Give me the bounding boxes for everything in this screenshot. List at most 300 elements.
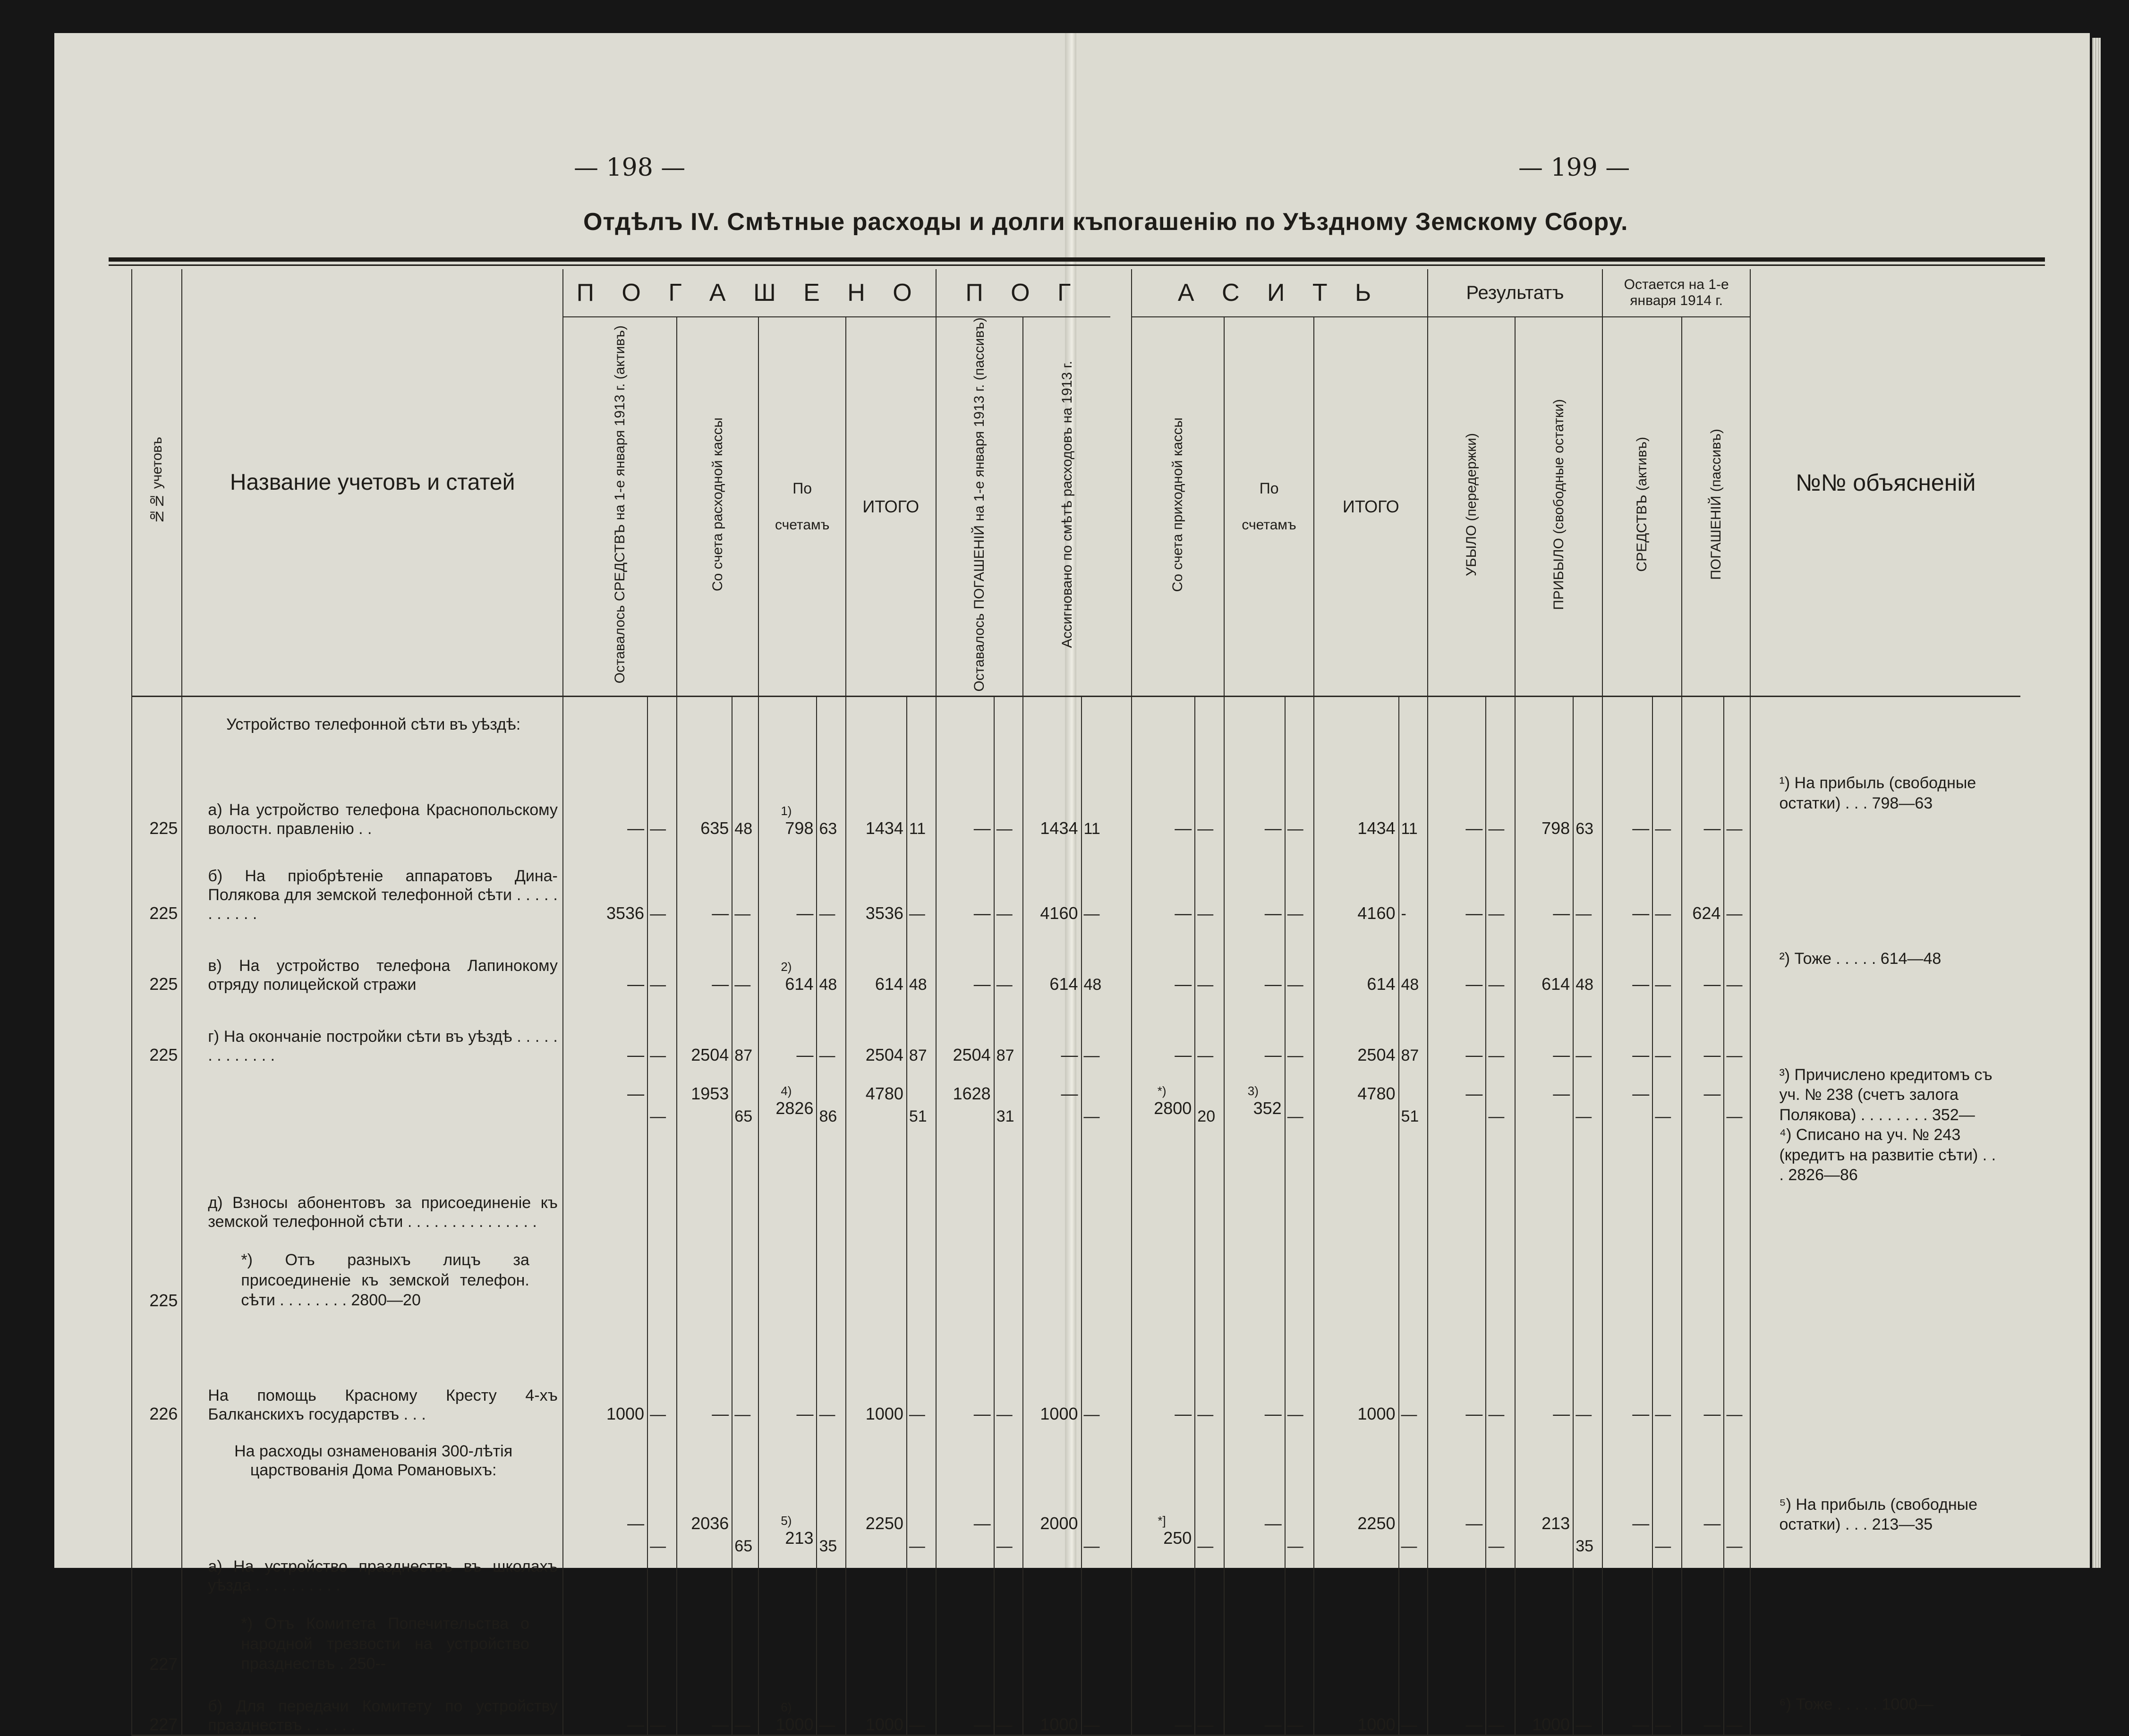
explanation [1750,838,2020,923]
cell-rubles: — [1602,923,1652,994]
cell-rubles [1682,1424,1724,1495]
cell-kopecks: — [1573,1311,1602,1424]
cell-kopecks [1724,697,1750,749]
cell-rubles: — [563,923,647,994]
cell-kopecks: — [1724,1674,1750,1736]
item-name: в) На устройство телефона Лапинокому отряду полицейской стражи [182,923,562,994]
cell-rubles: — [1682,749,1724,838]
col-pribylo: ПРИБЫЛО (свободные остатки) [1515,317,1602,697]
cell-kopecks: — [1195,749,1224,838]
cell-kopecks: — [1082,1674,1111,1736]
explanation [1750,1311,2020,1424]
cell-rubles: 2504 [1314,994,1398,1065]
cell-kopecks: — [1285,1065,1314,1311]
cell-kopecks: — [1573,1674,1602,1736]
cell-kopecks: — [1486,923,1515,994]
cell-rubles: — [1428,1065,1486,1311]
cell-rubles: 1000 [1023,1674,1081,1736]
col-explanations: №№ объясненій [1750,269,2020,697]
page-edges [2092,38,2101,1568]
cell-kopecks: 35 [817,1495,846,1674]
cell-kopecks: 48 [1082,923,1111,994]
cell-kopecks: — [1285,923,1314,994]
col-po-schetam-2: По счетамъ [1224,317,1314,697]
cell-rubles: — [758,838,817,923]
footnote-mark: 5) [781,1513,792,1528]
cell-rubles: 1434 [846,749,907,838]
table-row [132,838,2020,923]
cell-rubles: 624 [1682,838,1724,923]
cell-rubles: — [1428,749,1486,838]
cell-kopecks: — [1195,994,1224,1065]
cell-rubles [1224,1424,1285,1495]
cell-rubles: — [1224,1311,1285,1424]
cell-rubles [563,1424,647,1495]
title-right: погашенію по Уѣздному Земскому Сбору. [1103,208,1628,236]
cell-kopecks: — [1285,838,1314,923]
cell-rubles [758,1424,817,1495]
cell-kopecks: 35 [1573,1495,1602,1674]
cell-kopecks [1285,1424,1314,1495]
cell-rubles [1602,1424,1652,1495]
cell-rubles: 3536 [846,838,907,923]
cell-kopecks: - [1399,838,1428,923]
cell-rubles [1515,1424,1573,1495]
cell-rubles: — [1602,1065,1652,1311]
cell-kopecks: — [1486,749,1515,838]
cell-rubles: 1000 [846,1674,907,1736]
cell-kopecks: — [647,1065,677,1311]
account-number: 227 [132,1674,182,1736]
cell-kopecks: 11 [907,749,936,838]
cell-rubles: — [677,923,732,994]
cell-kopecks: — [1082,1311,1111,1424]
item-name: Устройство телефонной сѣти въ уѣздѣ: [182,697,562,749]
cell-kopecks: — [1486,1065,1515,1311]
item-name: г) На окончаніе постройки сѣти въ уѣздѣ . . . . . . . . . . . . . [182,994,562,1065]
cell-rubles: — [936,1311,994,1424]
cell-rubles: — [1602,994,1652,1065]
cell-rubles: — [936,838,994,923]
cell-rubles: — [1428,1674,1486,1736]
group-result: Результатъ [1428,269,1602,317]
ledger-table [131,269,2020,1736]
cell-rubles: 614 [1023,923,1081,994]
cell-rubles [1602,697,1652,749]
cell-rubles: — [677,838,732,923]
cell-kopecks [1285,697,1314,749]
group-pogasheno: П О Г А Ш Е Н О [563,269,936,317]
cell-kopecks: — [994,1674,1023,1736]
cell-rubles: — [1515,1065,1573,1311]
col-ostavalos-sredstv: Оставалось СРЕДСТВЪ на 1-е января 1913 г. (активъ) [563,317,677,697]
cell-kopecks: — [1285,1311,1314,1424]
item-footnote: *) Отъ разныхъ лицъ за присоединеніе къ земской телефон. сѣти . . . . . . . . 2800—20 [241,1251,529,1310]
cell-kopecks: — [647,749,677,838]
item-name: На расходы ознаменованія 300-лѣтія царствованія Дома Романовыхъ: [182,1424,562,1495]
cell-kopecks [1573,1424,1602,1495]
explanation [1750,1424,2020,1495]
cell-rubles: — [1428,994,1486,1065]
cell-rubles [936,1424,994,1495]
cell-kopecks: — [647,923,677,994]
cell-rubles: *) 2800 [1132,1065,1195,1311]
cell-kopecks [1724,1424,1750,1495]
cell-rubles: — [1515,838,1573,923]
cell-rubles: 2504 [936,994,994,1065]
table-row [132,749,2020,838]
cell-rubles [1428,697,1486,749]
cell-rubles: — [677,1311,732,1424]
col-so-scheta-prihod: Со счета приходной кассы [1132,317,1224,697]
cell-kopecks: — [817,1674,846,1736]
cell-kopecks: — [1724,749,1750,838]
explanation: ³) Причислено кредитомъ съ уч. № 238 (счетъ залога Полякова) . . . . . . . . 352— ⁴) Списано на уч. № 243 (кредитъ на развитіе сѣти) . . . 2826—86 [1750,1065,2020,1311]
cell-kopecks: 48 [1399,923,1428,994]
cell-rubles [1682,697,1724,749]
explanation [1750,697,2020,749]
cell-rubles: 2) 614 [758,923,817,994]
cell-rubles: — [1132,838,1195,923]
cell-kopecks: — [1195,1674,1224,1736]
cell-kopecks [817,1424,846,1495]
cell-rubles [563,697,647,749]
cell-rubles: — [936,1495,994,1674]
cell-rubles: — [1428,1311,1486,1424]
cell-kopecks: — [817,994,846,1065]
table-row [132,994,2020,1065]
cell-kopecks: — [647,994,677,1065]
cell-rubles: — [1682,1065,1724,1311]
cell-kopecks: — [1486,1311,1515,1424]
cell-rubles [1314,697,1398,749]
cell-kopecks: — [1486,838,1515,923]
cell-rubles: — [563,994,647,1065]
cell-rubles: 1628 [936,1065,994,1311]
cell-rubles: 4) 2826 [758,1065,817,1311]
account-number: 225 [132,994,182,1065]
cell-rubles: 1000 [1314,1311,1398,1424]
cell-rubles: — [563,1674,647,1736]
cell-kopecks: 87 [732,994,758,1065]
cell-rubles: — [1023,1065,1081,1311]
footnote-mark: *] [1158,1513,1166,1528]
cell-kopecks: — [1652,994,1682,1065]
cell-kopecks: 87 [907,994,936,1065]
cell-rubles: 4780 [846,1065,907,1311]
cell-rubles: *] 250 [1132,1495,1195,1674]
cell-rubles: — [1132,994,1195,1065]
cell-kopecks [1082,697,1111,749]
cell-kopecks: 63 [1573,749,1602,838]
page-number-right: — 199 — [1518,153,1630,182]
cell-rubles: — [1602,838,1652,923]
cell-kopecks [1573,697,1602,749]
cell-rubles: 1000 [1314,1674,1398,1736]
cell-rubles: — [1682,923,1724,994]
gutter-gap [1110,697,1132,749]
cell-kopecks: — [732,838,758,923]
title-left: Отдѣлъ IV. Смѣтные расходы и долги къ [583,208,1104,236]
cell-rubles: 798 [1515,749,1573,838]
cell-rubles [1132,1424,1195,1495]
cell-kopecks [907,697,936,749]
footnote-mark: 3) [1247,1083,1259,1098]
item-name: б) На пріобрѣтеніе аппаратовъ Дина-Полякова для земской телефонной сѣти . . . . . . . . . . . [182,838,562,923]
cell-rubles: 213 [1515,1495,1573,1674]
cell-rubles: 1000 [563,1311,647,1424]
cell-kopecks: 31 [994,1065,1023,1311]
cell-kopecks: 87 [1399,994,1428,1065]
cell-rubles: — [1515,994,1573,1065]
table-row [132,1495,2020,1674]
cell-kopecks: 48 [1573,923,1602,994]
col-ostavalos-pogasheniy: Оставалось ПОГАШЕНІЙ на 1-е января 1913 г. (пассивъ) [936,317,1023,697]
cell-rubles: — [1602,1495,1652,1674]
cell-rubles: 614 [1314,923,1398,994]
cell-kopecks: — [1652,923,1682,994]
col-name: Название учетовъ и статей [182,269,562,697]
cell-kopecks: 11 [1399,749,1428,838]
footnote-mark: 2) [781,959,792,974]
cell-rubles: — [1132,1311,1195,1424]
cell-rubles: 1000 [846,1311,907,1424]
cell-kopecks: — [1486,1495,1515,1674]
cell-rubles: — [1428,1495,1486,1674]
cell-rubles: 2250 [1314,1495,1398,1674]
cell-kopecks: — [1652,838,1682,923]
cell-kopecks: 63 [817,749,846,838]
cell-kopecks [1486,697,1515,749]
explanation: ⁶) Тоже . . . . . 1000— [1750,1674,2020,1736]
cell-kopecks: — [994,923,1023,994]
cell-kopecks: 87 [994,994,1023,1065]
title-rule-thick [109,257,2045,262]
table-row [132,1311,2020,1424]
cell-rubles: 1) 798 [758,749,817,838]
cell-kopecks [994,1424,1023,1495]
gutter-gap [1110,269,1132,697]
cell-kopecks: — [1195,1495,1224,1674]
cell-rubles: — [1224,1495,1285,1674]
gutter-gap [1110,1674,1132,1736]
footnote-mark: 6) [781,1700,792,1715]
cell-rubles [758,697,817,749]
cell-rubles: 1434 [1314,749,1398,838]
cell-rubles: 635 [677,749,732,838]
cell-kopecks: — [1195,1311,1224,1424]
cell-rubles: — [1428,923,1486,994]
ledger-body [132,697,2020,1736]
col-acc-no: №№ учетовъ [132,269,182,697]
page-number-left: — 198 — [574,153,686,182]
cell-rubles: — [677,1674,732,1736]
cell-kopecks: — [1082,838,1111,923]
cell-rubles: — [563,1065,647,1311]
cell-rubles: 3536 [563,838,647,923]
cell-rubles: — [1132,1674,1195,1736]
cell-kopecks: — [1285,749,1314,838]
cell-kopecks: — [1082,1495,1111,1674]
cell-kopecks: — [994,838,1023,923]
cell-rubles [1023,1424,1081,1495]
cell-kopecks: — [1285,994,1314,1065]
explanation: ²) Тоже . . . . . 614—48 [1750,923,2020,994]
cell-rubles: 2250 [846,1495,907,1674]
cell-kopecks: — [732,1311,758,1424]
footnote-mark: *) [1157,1083,1167,1098]
group-pogasit-b: А С И Т Ь [1132,269,1428,317]
cell-kopecks [1652,697,1682,749]
cell-kopecks: — [1486,994,1515,1065]
cell-kopecks: — [732,923,758,994]
footnote-mark: 1) [781,803,792,818]
cell-rubles [1314,1424,1398,1495]
col-ost-sredstv: СРЕДСТВЪ (активъ) [1602,317,1682,697]
table-row [132,1065,2020,1311]
cell-rubles: — [1515,1311,1573,1424]
footnote-mark: 4) [781,1083,792,1098]
explanation: ¹) На прибыль (свободные остатки) . . . 798—63 [1750,749,2020,838]
cell-kopecks [1399,1424,1428,1495]
cell-kopecks: — [1573,1065,1602,1311]
cell-rubles: — [1428,838,1486,923]
cell-rubles [677,697,732,749]
gutter-gap [1110,1311,1132,1424]
cell-rubles [1515,697,1573,749]
account-number: 225 [132,749,182,838]
cell-kopecks [994,697,1023,749]
cell-kopecks: — [1486,1674,1515,1736]
gutter-gap [1110,923,1132,994]
explanation: ⁵) На прибыль (свободные остатки) . . . 213—35 [1750,1495,2020,1674]
cell-rubles [1023,697,1081,749]
cell-rubles: — [1224,923,1285,994]
cell-kopecks: — [647,1495,677,1674]
cell-kopecks: — [647,1311,677,1424]
cell-kopecks: 48 [732,749,758,838]
cell-kopecks: — [1652,1311,1682,1424]
cell-kopecks: — [994,1495,1023,1674]
cell-kopecks: 48 [907,923,936,994]
cell-kopecks: — [1724,1065,1750,1311]
cell-kopecks: — [1724,923,1750,994]
cell-rubles: — [1682,1674,1724,1736]
cell-kopecks: 65 [732,1495,758,1674]
cell-rubles: — [563,1495,647,1674]
account-number: 227 [132,1495,182,1674]
cell-kopecks: — [647,838,677,923]
cell-kopecks: 65 [732,1065,758,1311]
cell-rubles: — [1682,1311,1724,1424]
cell-kopecks: 86 [817,1065,846,1311]
cell-rubles: — [936,923,994,994]
cell-kopecks: 51 [1399,1065,1428,1311]
cell-kopecks: — [994,1311,1023,1424]
account-number: 225 [132,1065,182,1311]
cell-rubles: — [936,1674,994,1736]
account-number: 226 [132,1311,182,1424]
cell-kopecks: — [817,838,846,923]
cell-kopecks: — [907,1674,936,1736]
gutter-gap [1110,994,1132,1065]
cell-kopecks: — [1082,1065,1111,1311]
cell-kopecks: — [1573,994,1602,1065]
col-so-scheta-rashod: Со счета расходной кассы [677,317,759,697]
cell-rubles: — [1602,1311,1652,1424]
cell-rubles: 1434 [1023,749,1081,838]
cell-kopecks: — [1285,1674,1314,1736]
cell-rubles: — [1602,749,1652,838]
col-assignovano: Ассигновано по смѣтѣ расходовъ на 1913 г. [1023,317,1110,697]
cell-rubles: — [1132,923,1195,994]
cell-kopecks [1486,1424,1515,1495]
cell-kopecks [1195,697,1224,749]
table-row [132,697,2020,749]
cell-rubles: — [1023,994,1081,1065]
cell-kopecks: — [1573,838,1602,923]
cell-rubles: — [563,749,647,838]
cell-rubles: — [1224,838,1285,923]
cell-rubles [846,1424,907,1495]
cell-kopecks: — [1652,1065,1682,1311]
cell-rubles: 2504 [846,994,907,1065]
cell-rubles: 1000 [1515,1674,1573,1736]
gutter-gap [1110,838,1132,923]
item-name: б) Для передачи Комитету по устройству празднествъ . . . . . . [182,1674,562,1736]
account-number [132,1424,182,1495]
cell-kopecks: — [1724,994,1750,1065]
cell-kopecks: — [1082,994,1111,1065]
cell-rubles: 3) 352 [1224,1065,1285,1311]
cell-rubles: 2036 [677,1495,732,1674]
cell-rubles [1132,697,1195,749]
cell-rubles: 5) 213 [758,1495,817,1674]
table-row [132,923,2020,994]
explanation [1750,994,2020,1065]
gutter-gap [1110,1424,1132,1495]
table-row [132,1424,2020,1495]
cell-rubles: 4160 [1023,838,1081,923]
cell-kopecks: 51 [907,1065,936,1311]
account-number: 225 [132,923,182,994]
cell-kopecks [647,697,677,749]
cell-kopecks: — [1399,1674,1428,1736]
cell-kopecks: — [1652,749,1682,838]
cell-rubles: 6) 1000 [758,1674,817,1736]
cell-kopecks [1195,1424,1224,1495]
cell-kopecks: 11 [1082,749,1111,838]
cell-rubles: 614 [1515,923,1573,994]
cell-kopecks: — [1399,1495,1428,1674]
cell-rubles [1224,697,1285,749]
col-itogo-1: ИТОГО [846,317,936,697]
cell-rubles: 4780 [1314,1065,1398,1311]
cell-kopecks [1399,697,1428,749]
item-name: д) Взносы абонентовъ за присоединеніе къ земской телефонной сѣти . . . . . . . . . . . . . . . *) Отъ разныхъ лицъ за присоединеніе къ земской телефон. сѣти . . . . . . . . 2800—20 [182,1065,562,1311]
cell-rubles [1428,1424,1486,1495]
cell-kopecks [732,697,758,749]
col-itogo-2: ИТОГО [1314,317,1428,697]
cell-rubles [936,697,994,749]
cell-kopecks: — [1724,838,1750,923]
account-number: 225 [132,838,182,923]
item-name: На помощь Красному Кресту 4-хъ Балканскихъ государствъ . . . [182,1311,562,1424]
cell-rubles: — [1682,994,1724,1065]
cell-rubles: — [1224,749,1285,838]
group-pogasit-a: П О Г [936,269,1111,317]
cell-rubles: 2000 [1023,1495,1081,1674]
